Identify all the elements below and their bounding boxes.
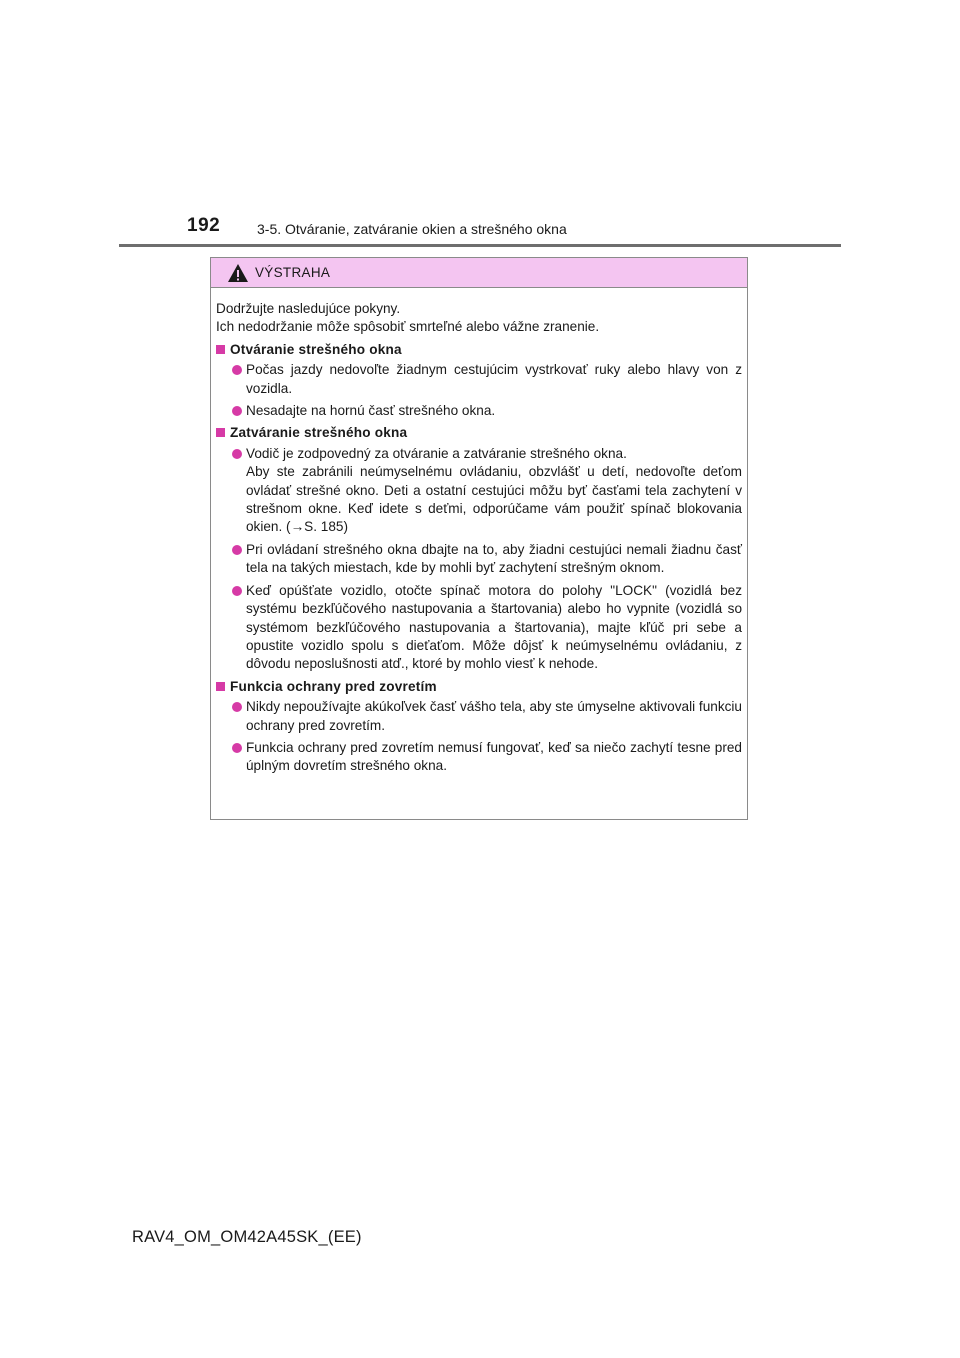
section-heading bbox=[216, 424, 742, 442]
round-bullet-icon bbox=[232, 545, 242, 555]
round-bullet-icon bbox=[232, 449, 242, 459]
section-heading bbox=[216, 678, 742, 696]
header-divider bbox=[119, 244, 841, 247]
list-item-text: Keď opúšťate vozidlo, otočte spínač motora do polohy "LOCK" (vozidlá bez systému bezkľúčového nastupovania a štartovania) alebo ho vypnite (vozidlá so systémom bezkľúčového nastupovania a štartovania), majte kľúč pri sebe a opustite vozidlo spolu s dieťaťom. Môže dôjsť k neúmyselnému ovládaniu, z dôvodu neposlušnosti atď., ktoré by mohlo viesť k nehode. bbox=[246, 582, 742, 672]
list-item-text: Nesadajte na hornú časť strešného okna. bbox=[246, 403, 496, 419]
list-item-text: Funkcia ochrany pred zovretím nemusí fungovať, keď sa niečo zachytí tesne pred úplným dovretím strešného okna. bbox=[246, 739, 742, 774]
intro-line: Ich nedodržanie môže spôsobiť smrteľné alebo vážne zranenie. bbox=[216, 319, 600, 335]
section-heading-label: Funkcia ochrany pred zovretím bbox=[230, 678, 437, 694]
round-bullet-icon bbox=[232, 702, 242, 712]
round-bullet-icon bbox=[232, 406, 242, 416]
intro-line: Dodržujte nasledujúce pokyny. bbox=[216, 301, 401, 316]
list-item bbox=[216, 541, 742, 578]
section-heading bbox=[216, 341, 742, 359]
square-bullet-icon bbox=[216, 345, 225, 354]
round-bullet-icon bbox=[232, 586, 242, 596]
list-item bbox=[216, 698, 742, 735]
list-item bbox=[216, 739, 742, 776]
square-bullet-icon bbox=[216, 428, 225, 437]
square-bullet-icon bbox=[216, 682, 225, 691]
list-item bbox=[216, 361, 742, 398]
warning-title: VÝSTRAHA bbox=[255, 265, 331, 280]
list-item-text: Počas jazdy nedovoľte žiadnym cestujúcim vystrkovať ruky alebo hlavy von z vozidla. bbox=[246, 362, 742, 396]
list-item-text: Aby ste zabránili neúmyselnému ovládaniu, obzvlášť u detí, nedovoľte deťom ovládať strešné okno. Deti a ostatní cestujúci môžu byť časťami tela zachytení v strešnom okne. Keď idete s deťmi, odporúčame vám použiť spínač blokovania okien. (→S. 185) bbox=[246, 464, 742, 535]
page-number: 192 bbox=[187, 215, 221, 236]
round-bullet-icon bbox=[232, 743, 242, 753]
list-item bbox=[216, 445, 742, 537]
list-item-text: Pri ovládaní strešného okna dbajte na to, aby žiadni cestujúci nemali žiadnu časť tela na takých miestach, kde by mohli byť zachytení strešným oknom. bbox=[246, 541, 742, 576]
document-code: RAV4_OM_OM42A45SK_(EE) bbox=[132, 1228, 362, 1246]
list-item bbox=[216, 582, 742, 674]
round-bullet-icon bbox=[232, 365, 242, 375]
list-item-text: Vodič je zodpovedný za otváranie a zatváranie strešného okna. bbox=[246, 445, 627, 461]
section-heading-label: Otváranie strešného okna bbox=[230, 341, 402, 357]
section-title: 3-5. Otváranie, zatváranie okien a strešného okna bbox=[257, 221, 567, 237]
warning-header bbox=[211, 258, 747, 288]
warning-triangle-icon bbox=[227, 263, 249, 283]
list-item-text: Nikdy nepoužívajte akúkoľvek časť vášho tela, aby ste úmyselne aktivovali funkciu ochrany pred zovretím. bbox=[246, 699, 742, 733]
section-heading-label: Zatváranie strešného okna bbox=[230, 425, 408, 441]
warning-box bbox=[210, 257, 748, 820]
list-item bbox=[216, 402, 742, 420]
warning-body bbox=[211, 288, 747, 776]
